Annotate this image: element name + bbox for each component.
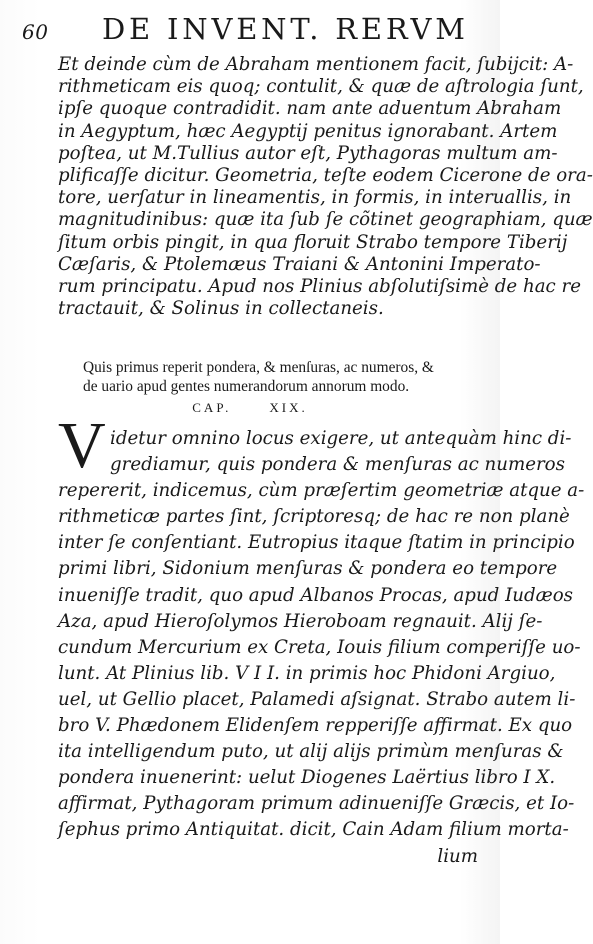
- text-line: bro V. Phædonem Elidenſem repperiſſe affirmat. Ex quo: [58, 715, 573, 737]
- text-line: primi libri, Sidonium menſuras & pondera eo tempore: [58, 558, 558, 580]
- drop-cap: V: [58, 409, 106, 482]
- text-line: plificaſſe dicitur. Geometria, teſte eodem Cicerone de ora-: [58, 165, 593, 187]
- chapter-caption: [83, 358, 483, 396]
- text-line: inter ſe conſentiant. Eutropius itaque ſtatim in principio: [58, 532, 575, 554]
- text-line: ipſe quoque contradidit. nam ante aduentum Abraham: [58, 98, 562, 120]
- caption-line: Quis primus reperit pondera, & menſuras, ac numeros, &: [83, 359, 434, 376]
- chapter-cap-label: CAP.: [192, 400, 232, 415]
- text-line: uel, ut Gellio placet, Palamedi aſsignat. Strabo autem li-: [58, 688, 576, 710]
- text-line: rithmeticæ partes ſint, ſcriptoresq; de hac re non planè: [58, 506, 570, 528]
- text-line: ita intelligendum puto, ut alij alijs primùm menſuras &: [58, 741, 564, 763]
- chapter-number: XIX.: [269, 400, 308, 415]
- text-line: affirmat, Pythagoram primum adinueniſſe Græcis, et Io-: [58, 793, 575, 815]
- text-line: tore, uerſatur in lineamentis, in formis, in interuallis, in: [58, 187, 572, 209]
- caption-line: de uario apud gentes numerandorum annorum modo.: [83, 378, 410, 395]
- text-line: poſtea, ut M.Tullius autor eſt, Pythagoras multum am-: [58, 142, 558, 164]
- text-line: lunt. At Plinius lib. V I I. in primis hoc Phidoni Argiuo,: [58, 662, 556, 684]
- page-number: 60: [22, 20, 49, 44]
- text-line: Cæſaris, & Ptolemæus Traiani & Antonini Imperato-: [58, 253, 541, 275]
- text-line: idetur omnino locus exigere, ut antequàm hinc di-: [110, 428, 572, 449]
- text-line: magnitudinibus: quæ ita ſub ſe cõtinet geographiam, quæ: [58, 209, 593, 231]
- text-line: Et deinde cùm de Abraham mentionem facit, ſubijcit: A-: [58, 54, 574, 75]
- text-line: ſephus primo Antiquitat. dicit, Cain Adam filium morta-: [58, 819, 569, 841]
- text-line: grediamur, quis pondera & menſuras ac numeros: [110, 454, 565, 476]
- section-text: [58, 54, 593, 320]
- text-line: pondera inuenerint: uelut Diogenes Laërtius libro I X.: [58, 767, 556, 789]
- text-line: inueniſſe tradit, quo apud Albanos Procas, apud Iudæos: [58, 584, 573, 606]
- page-header: [0, 6, 500, 46]
- text-line: ſitum orbis pingit, in qua floruit Strabo tempore Tiberij: [58, 231, 568, 253]
- running-head: DE INVENT. RERVM: [102, 12, 469, 46]
- text-line: rum principatu. Apud nos Plinius abſolutiſsimè de hac re: [58, 276, 581, 298]
- text-line: tractauit, & Solinus in collectaneis.: [58, 298, 384, 320]
- text-line: repererit, indicemus, cùm præſertim geometriæ atque a-: [58, 480, 585, 502]
- chapter-text: [58, 426, 585, 870]
- text-line: rithmeticam eis quoq; contulit, & quæ de aſtrologia ſunt,: [58, 76, 584, 98]
- catchword: lium: [437, 845, 478, 867]
- text-line: in Aegyptum, hæc Aegyptij penitus ignorabant. Artem: [58, 120, 558, 142]
- text-line: Aza, apud Hieroſolymos Hieroboam regnauit. Alij ſe-: [58, 610, 543, 632]
- text-line: cundum Mercurium ex Creta, Iouis filium comperiſſe uo-: [58, 636, 581, 658]
